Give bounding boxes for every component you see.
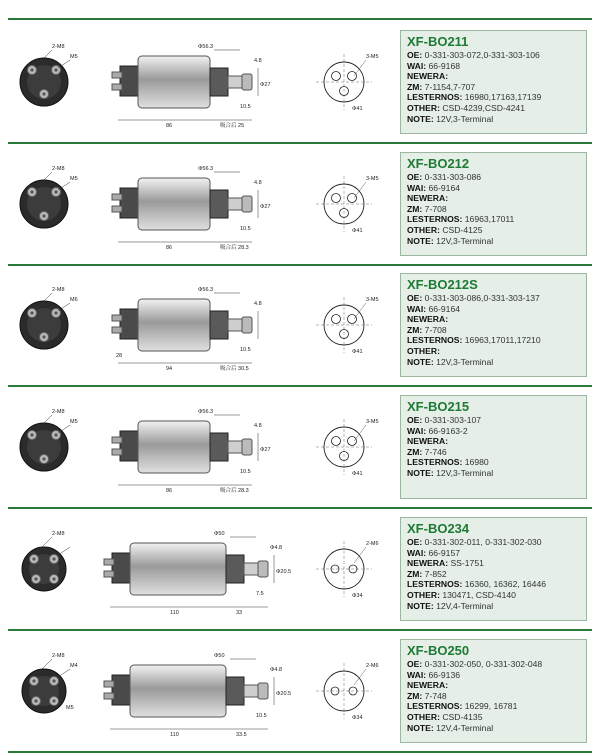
spec-line: [407, 114, 580, 125]
spec-line: [407, 357, 580, 368]
spec-value: 12V,4-Terminal: [436, 722, 494, 733]
spec-line: [407, 214, 580, 225]
spec-label: NOTE:: [407, 467, 434, 478]
terminal-label: 2-M8: [52, 409, 65, 415]
end-view-diagram: [316, 419, 379, 477]
spec-label: NOTE:: [407, 356, 434, 367]
dimension-label: Φ56.3: [198, 166, 214, 172]
dimension-label: 110: [170, 610, 179, 616]
spec-panel: [400, 273, 587, 377]
spec-line: [407, 426, 580, 437]
solenoid-side-view: [112, 421, 252, 473]
dimension-label: 3-M5: [366, 297, 379, 303]
spec-value: 66-9163-2: [428, 425, 468, 436]
terminal-label: 2-M8: [52, 166, 65, 172]
terminal-label: 2-M8: [52, 531, 65, 537]
dimension-label: Φ20.5: [276, 691, 292, 697]
terminal-label: M5: [70, 176, 78, 182]
divider: [8, 18, 592, 20]
spec-label: LESTERNOS:: [407, 335, 463, 346]
spec-line: [407, 172, 580, 183]
solenoid-drawing: [8, 28, 394, 134]
spec-label: NOTE:: [407, 600, 434, 611]
spec-line: [407, 82, 580, 93]
terminal-end-photo: [20, 287, 78, 349]
spec-value: 16980,17163,17139: [464, 92, 542, 103]
dimension-label: 3-M5: [366, 419, 379, 425]
dimension-label: 10.5: [240, 226, 251, 232]
spec-value: 7-746: [424, 446, 447, 457]
terminal-label: 2-M8: [52, 44, 65, 50]
spec-label: NEWERA:: [407, 71, 449, 82]
spec-label: OE:: [407, 659, 423, 669]
dimension-label: Φ56.3: [198, 287, 214, 293]
dimension-label: 10.5: [256, 713, 267, 719]
spec-label: ZM:: [407, 568, 423, 579]
product-row: [0, 22, 600, 140]
spec-line: [407, 558, 580, 569]
terminal-label: M5: [70, 54, 78, 60]
end-view-diagram: [316, 297, 379, 355]
product-row: [0, 387, 600, 505]
spec-value: 12V,3-Terminal: [436, 113, 494, 124]
spec-line: [407, 468, 580, 479]
dimension-label: 7.5: [256, 591, 264, 597]
dimension-label: Φ27: [260, 204, 271, 210]
spec-label: OTHER:: [407, 102, 440, 113]
dimension-label: Φ41: [352, 349, 363, 355]
dimension-label: 33.5: [236, 732, 247, 738]
spec-label: NEWERA:: [407, 193, 449, 204]
end-view-diagram: [316, 541, 379, 599]
terminal-end-photo: [20, 44, 78, 106]
spec-label: NEWERA:: [407, 436, 449, 447]
spec-line: [407, 335, 580, 346]
model-number: XF-BO215: [407, 399, 470, 414]
dimension-label: Φ4.8: [270, 667, 283, 673]
dimension-label: 吸合后 28.3: [220, 488, 249, 494]
spec-line: [407, 236, 580, 247]
spec-panel: [400, 30, 587, 134]
spec-value: 7-748: [424, 690, 447, 701]
spec-label: OTHER:: [407, 345, 440, 356]
spec-value: 16963,17011: [464, 214, 515, 225]
spec-line: [407, 346, 580, 357]
solenoid-side-view: [112, 56, 252, 108]
spec-label: OTHER:: [407, 589, 440, 600]
dimension-label: 2-M6: [366, 663, 379, 669]
spec-label: OE:: [407, 415, 423, 425]
dimension-label: 10.5: [240, 104, 251, 110]
dimension-label: 33: [236, 610, 243, 616]
spec-line: [407, 415, 580, 426]
spec-value: 0-331-303-107: [424, 415, 482, 425]
spec-value: 7-708: [424, 324, 447, 335]
spec-line: [407, 569, 580, 580]
solenoid-drawing: [8, 515, 394, 621]
spec-label: NEWERA:: [407, 314, 449, 325]
model-number: XF-BO212S: [407, 277, 478, 292]
spec-value: 7-852: [424, 568, 447, 579]
spec-line: [407, 103, 580, 114]
spec-value: CSD-4125: [442, 224, 483, 235]
dimension-label: Φ27: [260, 447, 271, 453]
model-number: XF-BO211: [407, 34, 469, 49]
dimension-label: 86: [166, 488, 173, 494]
spec-label: OE:: [407, 293, 423, 303]
dimension-label: 4.8: [254, 301, 262, 307]
terminal-end-photo: [20, 166, 78, 228]
spec-label: LESTERNOS:: [407, 579, 463, 590]
terminal-label: M5: [70, 419, 78, 425]
dimension-label: 3-M5: [366, 176, 379, 182]
dimension-label: Φ34: [352, 593, 363, 599]
spec-line: [407, 447, 580, 458]
spec-label: ZM:: [407, 324, 423, 335]
dimension-label: 110: [170, 732, 179, 738]
dimension-label: 2-M6: [366, 541, 379, 547]
spec-panel: [400, 517, 587, 621]
spec-line: [407, 579, 580, 590]
spec-line: [407, 71, 580, 82]
product-row: [0, 144, 600, 262]
terminal-end-photo: [22, 653, 78, 713]
spec-line: [407, 436, 580, 447]
terminal-end-photo: [22, 531, 70, 591]
spec-label: NOTE:: [407, 113, 434, 124]
solenoid-side-view: [112, 299, 252, 351]
dimension-label: 4.8: [254, 180, 262, 186]
end-view-diagram: [316, 663, 379, 721]
terminal-label: 2-M8: [52, 653, 65, 659]
spec-value: 0-331-303-072,0-331-303-106: [424, 50, 540, 60]
spec-line: [407, 457, 580, 468]
spec-value: 12V,4-Terminal: [436, 600, 494, 611]
product-row: [0, 509, 600, 627]
spec-line: [407, 225, 580, 236]
dimension-label: 3-M5: [366, 54, 379, 60]
dimension-label: Φ34: [352, 715, 363, 721]
model-number: XF-BO212: [407, 156, 470, 171]
dimension-label: Φ20.5: [276, 569, 292, 575]
spec-label: NEWERA:: [407, 558, 449, 569]
spec-line: [407, 204, 580, 215]
end-view-diagram: [316, 54, 379, 112]
spec-line: [407, 670, 580, 681]
spec-label: WAI:: [407, 182, 427, 193]
spec-value: 16980: [464, 457, 489, 468]
spec-value: 16299, 16781: [464, 701, 518, 712]
solenoid-drawing: [8, 271, 394, 377]
dimension-label: 10.5: [240, 347, 251, 353]
dimension-label: Φ41: [352, 471, 363, 477]
spec-value: 7-708: [424, 203, 447, 214]
spec-line: [407, 601, 580, 612]
spec-value: 66-9164: [428, 303, 461, 314]
spec-value: 7-1154,7-707: [424, 81, 476, 92]
solenoid-side-view: [112, 178, 252, 230]
spec-value: 16360, 16362, 16446: [464, 579, 547, 590]
spec-label: NOTE:: [407, 235, 434, 246]
terminal-label: M6: [70, 297, 78, 303]
spec-value: 66-9168: [428, 60, 461, 71]
spec-line: [407, 92, 580, 103]
dimension-label: 86: [166, 245, 173, 251]
spec-line: [407, 193, 580, 204]
spec-panel: [400, 639, 587, 743]
dimension-label: Φ50: [214, 531, 225, 537]
spec-line: [407, 183, 580, 194]
dimension-label: Φ56.3: [198, 409, 214, 415]
dimension-label: 4.8: [254, 423, 262, 429]
dimension-label: 94: [166, 366, 173, 372]
spec-label: ZM:: [407, 203, 423, 214]
product-row: [0, 265, 600, 383]
dimension-label: 86: [166, 123, 173, 129]
spec-line: [407, 691, 580, 702]
solenoid-drawing: [8, 150, 394, 256]
dimension-label: Φ27: [260, 82, 271, 88]
terminal-label: M5: [66, 705, 74, 711]
spec-line: [407, 304, 580, 315]
dimension-label: 吸合后 30.5: [220, 366, 249, 372]
spec-line: [407, 590, 580, 601]
spec-line: [407, 712, 580, 723]
spec-value: 0-331-302-011, 0-331-302-030: [424, 537, 542, 547]
spec-panel: [400, 152, 587, 256]
spec-value: 66-9164: [428, 182, 461, 193]
spec-value: 0-331-302-050, 0-331-302-048: [424, 659, 543, 669]
solenoid-side-view: [104, 665, 268, 717]
spec-line: [407, 61, 580, 72]
dimension-label: 吸合后 25: [220, 123, 245, 129]
dimension-label: Φ50: [214, 653, 225, 659]
product-row: [0, 631, 600, 749]
spec-line: [407, 680, 580, 691]
model-number: XF-BO250: [407, 643, 470, 658]
spec-label: WAI:: [407, 425, 427, 436]
spec-label: OE:: [407, 537, 423, 547]
spec-value: 0-331-303-086: [424, 172, 482, 182]
spec-value: 12V,3-Terminal: [436, 356, 494, 367]
dimension-label: Φ41: [352, 228, 363, 234]
spec-label: NEWERA:: [407, 680, 449, 691]
dimension-label: Φ56.3: [198, 44, 214, 50]
spec-label: LESTERNOS:: [407, 701, 463, 712]
spec-label: ZM:: [407, 446, 423, 457]
spec-line: [407, 537, 580, 548]
spec-label: LESTERNOS:: [407, 457, 463, 468]
spec-label: WAI:: [407, 547, 427, 558]
spec-line: [407, 314, 580, 325]
spec-label: OE:: [407, 172, 423, 182]
terminal-end-photo: [20, 409, 78, 471]
spec-label: LESTERNOS:: [407, 214, 463, 225]
dimension-label: 4.8: [254, 58, 262, 64]
spec-line: [407, 293, 580, 304]
solenoid-side-view: [104, 543, 268, 595]
spec-line: [407, 723, 580, 734]
spec-label: LESTERNOS:: [407, 92, 463, 103]
spec-value: CSD-4239,CSD-4241: [442, 102, 525, 113]
dimension-label: 10.5: [240, 469, 251, 475]
model-number: XF-BO234: [407, 521, 470, 536]
spec-panel: [400, 395, 587, 499]
terminal-label: 2-M8: [52, 287, 65, 293]
spec-label: OTHER:: [407, 711, 440, 722]
spec-value: CSD-4135: [442, 711, 483, 722]
spec-label: OTHER:: [407, 224, 440, 235]
spec-value: 66-9136: [428, 669, 461, 680]
dimension-label: 吸合后 28.3: [220, 245, 249, 251]
spec-value: 130471, CSD-4140: [442, 589, 516, 600]
terminal-label: M4: [70, 663, 78, 669]
dimension-label: Φ4.8: [270, 545, 283, 551]
spec-label: ZM:: [407, 690, 423, 701]
spec-label: WAI:: [407, 60, 427, 71]
spec-line: [407, 50, 580, 61]
spec-label: ZM:: [407, 81, 423, 92]
spec-value: 16963,17011,17210: [464, 335, 541, 346]
spec-line: [407, 548, 580, 559]
dimension-label: Φ41: [352, 106, 363, 112]
spec-value: SS-1751: [450, 558, 484, 569]
solenoid-drawing: [8, 393, 394, 499]
spec-label: OE:: [407, 50, 423, 60]
spec-label: WAI:: [407, 669, 427, 680]
spec-line: [407, 325, 580, 336]
spec-label: WAI:: [407, 303, 427, 314]
spec-line: [407, 659, 580, 670]
spec-value: 12V,3-Terminal: [436, 235, 494, 246]
spec-label: NOTE:: [407, 722, 434, 733]
spec-value: 66-9157: [428, 547, 461, 558]
solenoid-drawing: [8, 637, 394, 743]
spec-value: 12V,3-Terminal: [436, 467, 494, 478]
spec-line: [407, 701, 580, 712]
spec-value: 0-331-303-086,0-331-303-137: [424, 293, 540, 303]
dimension-label: 28: [116, 353, 123, 359]
end-view-diagram: [316, 176, 379, 234]
